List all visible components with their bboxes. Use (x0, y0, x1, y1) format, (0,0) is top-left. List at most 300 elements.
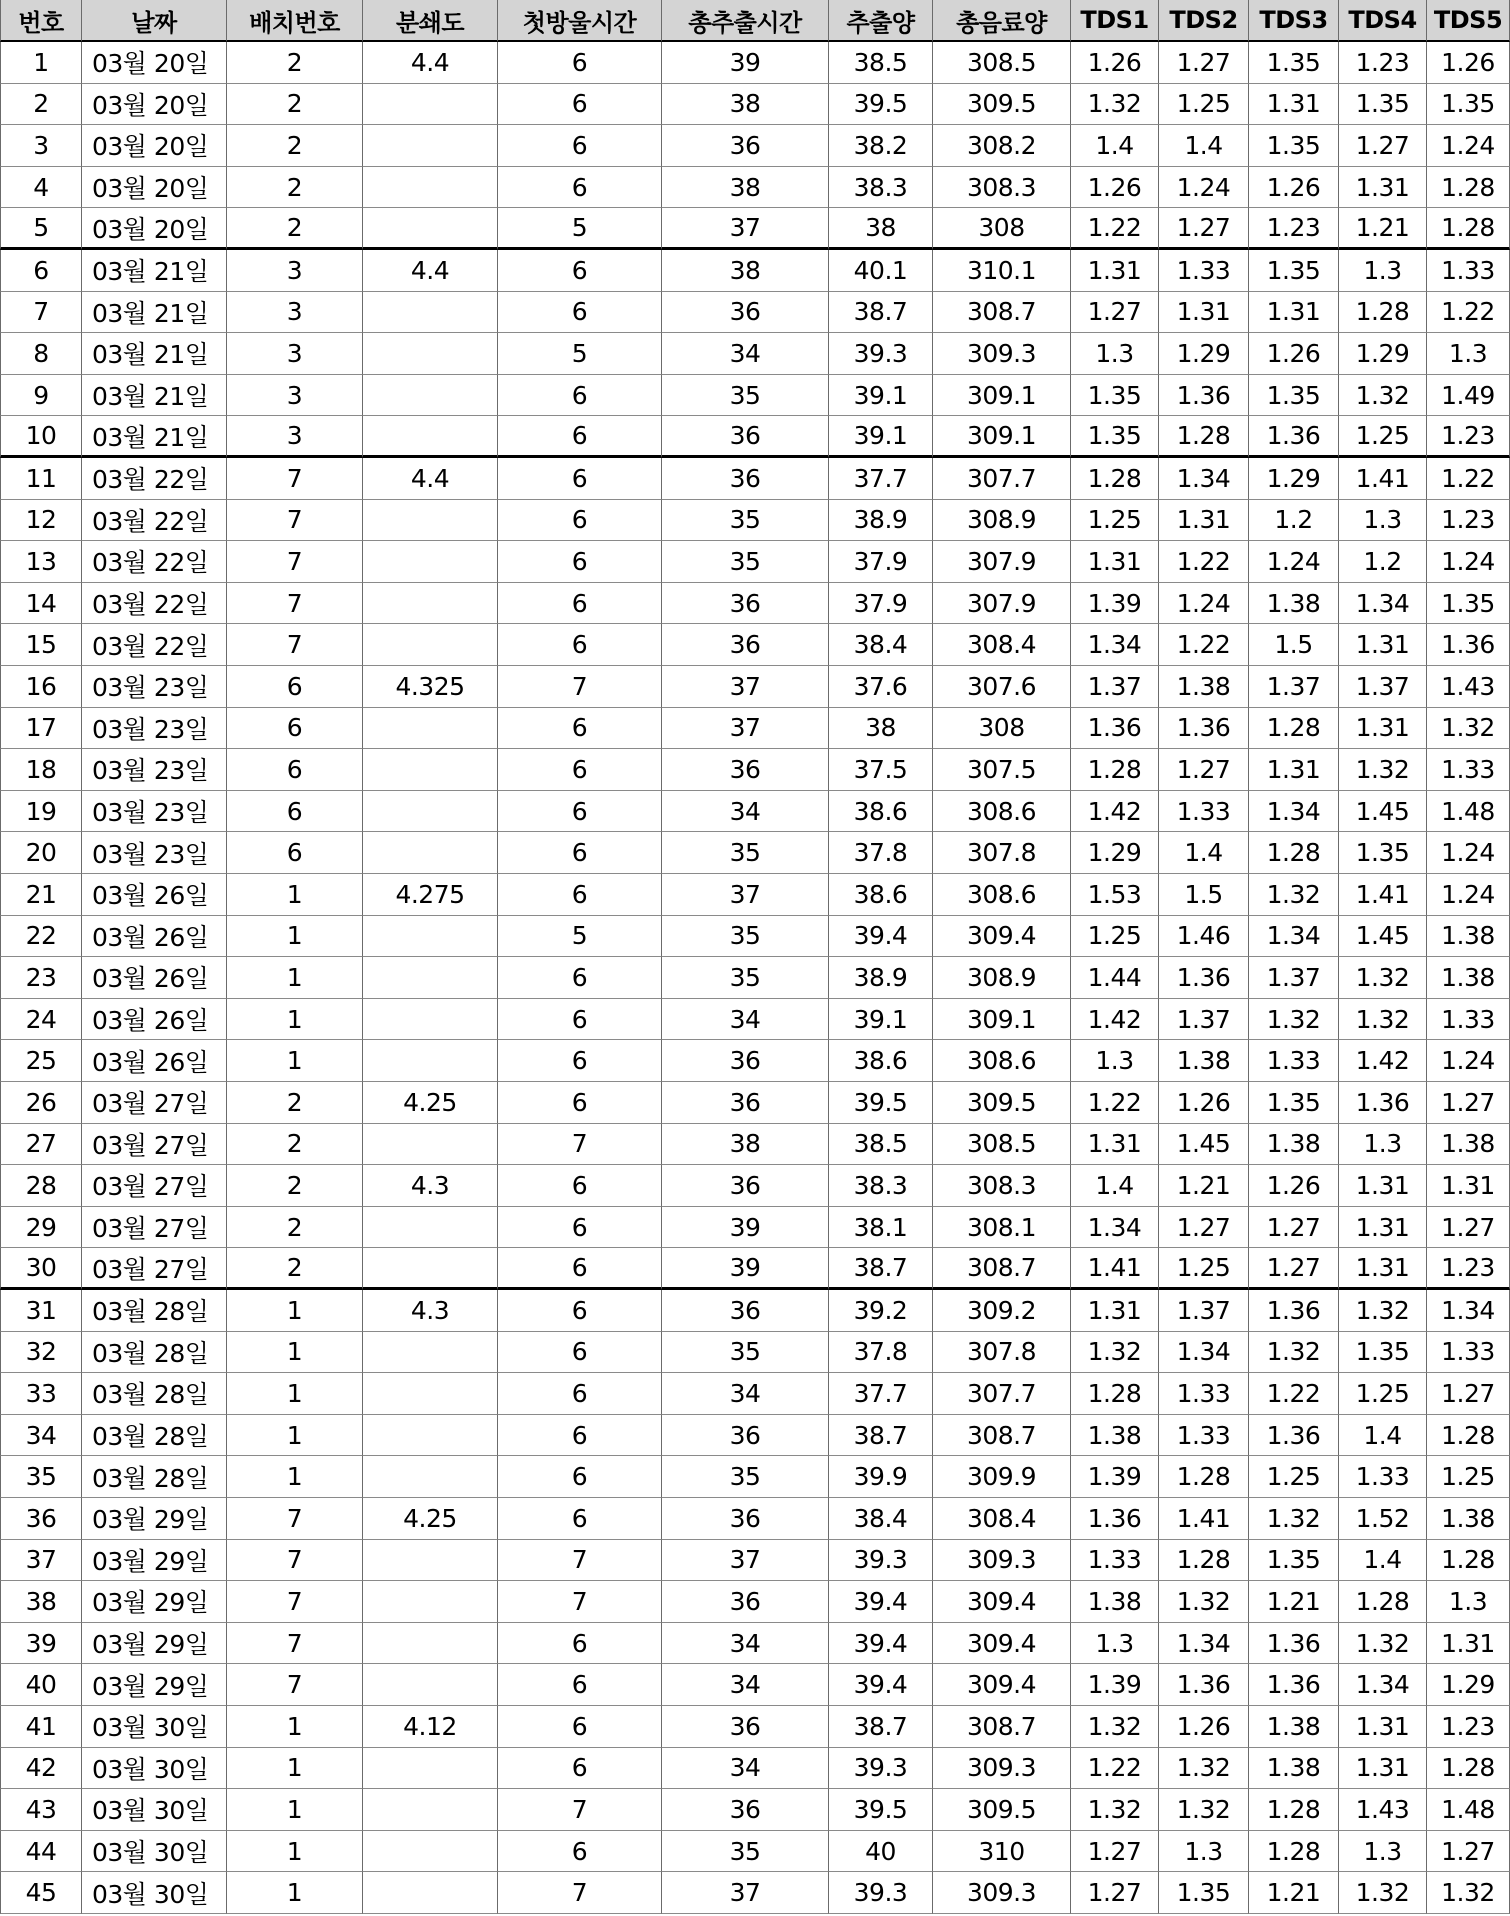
cell-tds4: 1.35 (1339, 84, 1427, 126)
table-row (0, 1789, 1510, 1831)
cell-tds2: 1.27 (1159, 42, 1249, 84)
cell-date: 03월 29일 (82, 1540, 227, 1582)
cell-tds3: 1.21 (1249, 1581, 1339, 1623)
cell-tds2: 1.22 (1159, 541, 1249, 583)
table-row (0, 1373, 1510, 1415)
cell-tds1: 1.42 (1071, 999, 1159, 1041)
cell-first-drop-time: 6 (498, 1623, 662, 1665)
cell-total-beverage: 308.9 (933, 500, 1071, 542)
cell-tds5: 1.22 (1427, 292, 1510, 334)
cell-total-beverage: 309.4 (933, 1664, 1071, 1706)
cell-tds4: 1.32 (1339, 999, 1427, 1041)
cell-tds5: 1.26 (1427, 42, 1510, 84)
cell-no: 25 (0, 1040, 82, 1082)
cell-tds1: 1.32 (1071, 84, 1159, 126)
cell-total-extract-time: 36 (662, 292, 829, 334)
cell-extract-amount: 39.4 (829, 1623, 933, 1665)
cell-tds4: 1.31 (1339, 1248, 1427, 1290)
cell-date: 03월 27일 (82, 1124, 227, 1166)
cell-grind: 4.12 (363, 1706, 498, 1748)
cell-total-beverage: 309.1 (933, 999, 1071, 1041)
cell-first-drop-time: 6 (498, 749, 662, 791)
cell-no: 33 (0, 1373, 82, 1415)
cell-first-drop-time: 6 (498, 1040, 662, 1082)
cell-tds4: 1.32 (1339, 1872, 1427, 1914)
cell-date: 03월 27일 (82, 1248, 227, 1290)
cell-tds4: 1.45 (1339, 791, 1427, 833)
cell-tds2: 1.28 (1159, 1456, 1249, 1498)
cell-grind (363, 916, 498, 958)
cell-date: 03월 28일 (82, 1456, 227, 1498)
cell-no: 2 (0, 84, 82, 126)
cell-extract-amount: 38.1 (829, 1207, 933, 1249)
cell-tds1: 1.31 (1071, 1290, 1159, 1332)
cell-batch: 1 (227, 957, 363, 999)
cell-batch: 2 (227, 1207, 363, 1249)
cell-total-extract-time: 36 (662, 1498, 829, 1540)
cell-no: 14 (0, 583, 82, 625)
cell-grind (363, 375, 498, 417)
cell-first-drop-time: 6 (498, 125, 662, 167)
cell-grind (363, 583, 498, 625)
cell-total-beverage: 308.6 (933, 874, 1071, 916)
table-row (0, 874, 1510, 916)
cell-tds5: 1.23 (1427, 500, 1510, 542)
cell-tds3: 1.32 (1249, 1332, 1339, 1374)
cell-tds1: 1.31 (1071, 541, 1159, 583)
cell-first-drop-time: 6 (498, 791, 662, 833)
cell-tds2: 1.33 (1159, 791, 1249, 833)
cell-batch: 7 (227, 583, 363, 625)
cell-grind (363, 1373, 498, 1415)
cell-first-drop-time: 7 (498, 1872, 662, 1914)
cell-tds3: 1.38 (1249, 1706, 1339, 1748)
cell-tds5: 1.32 (1427, 708, 1510, 750)
cell-tds2: 1.22 (1159, 624, 1249, 666)
cell-total-beverage: 308.6 (933, 791, 1071, 833)
table-row (0, 500, 1510, 542)
cell-extract-amount: 38.4 (829, 1498, 933, 1540)
cell-no: 12 (0, 500, 82, 542)
cell-total-beverage: 309.4 (933, 1623, 1071, 1665)
cell-total-extract-time: 35 (662, 832, 829, 874)
cell-date: 03월 23일 (82, 749, 227, 791)
cell-tds1: 1.4 (1071, 125, 1159, 167)
column-header-tds2: TDS2 (1159, 0, 1249, 42)
cell-grind: 4.4 (363, 458, 498, 500)
cell-extract-amount: 39.3 (829, 333, 933, 375)
cell-tds2: 1.36 (1159, 375, 1249, 417)
cell-date: 03월 28일 (82, 1373, 227, 1415)
cell-no: 42 (0, 1748, 82, 1790)
cell-grind (363, 957, 498, 999)
cell-no: 34 (0, 1415, 82, 1457)
cell-date: 03월 28일 (82, 1290, 227, 1332)
cell-no: 27 (0, 1124, 82, 1166)
cell-tds1: 1.38 (1071, 1581, 1159, 1623)
cell-batch: 6 (227, 832, 363, 874)
cell-total-extract-time: 37 (662, 1872, 829, 1914)
cell-batch: 7 (227, 500, 363, 542)
cell-tds4: 1.35 (1339, 1332, 1427, 1374)
cell-tds4: 1.31 (1339, 1207, 1427, 1249)
cell-tds3: 1.27 (1249, 1248, 1339, 1290)
table-row (0, 708, 1510, 750)
cell-grind (363, 500, 498, 542)
cell-first-drop-time: 6 (498, 832, 662, 874)
cell-tds1: 1.28 (1071, 749, 1159, 791)
column-header-date: 날짜 (82, 0, 227, 42)
cell-tds1: 1.22 (1071, 1748, 1159, 1790)
cell-tds4: 1.32 (1339, 957, 1427, 999)
cell-total-beverage: 307.5 (933, 749, 1071, 791)
table-row (0, 1332, 1510, 1374)
cell-tds3: 1.26 (1249, 167, 1339, 209)
table-row (0, 1623, 1510, 1665)
table-row (0, 1456, 1510, 1498)
cell-no: 23 (0, 957, 82, 999)
column-header-batch: 배치번호 (227, 0, 363, 42)
cell-grind: 4.25 (363, 1082, 498, 1124)
table-row (0, 42, 1510, 84)
cell-first-drop-time: 7 (498, 1124, 662, 1166)
cell-no: 4 (0, 167, 82, 209)
cell-tds3: 1.27 (1249, 1207, 1339, 1249)
cell-tds1: 1.3 (1071, 1040, 1159, 1082)
cell-tds5: 1.24 (1427, 1040, 1510, 1082)
cell-tds2: 1.33 (1159, 1373, 1249, 1415)
cell-grind (363, 1748, 498, 1790)
table-row (0, 1664, 1510, 1706)
cell-total-beverage: 310.1 (933, 250, 1071, 292)
cell-total-extract-time: 35 (662, 1456, 829, 1498)
cell-extract-amount: 37.8 (829, 832, 933, 874)
cell-tds3: 1.29 (1249, 458, 1339, 500)
cell-tds2: 1.4 (1159, 832, 1249, 874)
cell-tds1: 1.26 (1071, 167, 1159, 209)
cell-tds5: 1.36 (1427, 624, 1510, 666)
cell-tds2: 1.33 (1159, 1415, 1249, 1457)
cell-grind: 4.25 (363, 1498, 498, 1540)
table-row (0, 1165, 1510, 1207)
cell-tds4: 1.31 (1339, 1706, 1427, 1748)
cell-tds1: 1.28 (1071, 1373, 1159, 1415)
cell-no: 24 (0, 999, 82, 1041)
cell-tds5: 1.23 (1427, 416, 1510, 458)
cell-total-beverage: 308.7 (933, 1415, 1071, 1457)
cell-no: 44 (0, 1831, 82, 1873)
cell-no: 28 (0, 1165, 82, 1207)
cell-grind (363, 1124, 498, 1166)
cell-date: 03월 26일 (82, 999, 227, 1041)
cell-batch: 2 (227, 84, 363, 126)
cell-grind (363, 1040, 498, 1082)
cell-tds5: 1.24 (1427, 541, 1510, 583)
cell-date: 03월 23일 (82, 708, 227, 750)
cell-tds5: 1.38 (1427, 1124, 1510, 1166)
cell-extract-amount: 38.3 (829, 1165, 933, 1207)
cell-batch: 7 (227, 541, 363, 583)
cell-tds3: 1.35 (1249, 375, 1339, 417)
cell-batch: 1 (227, 1831, 363, 1873)
cell-grind (363, 832, 498, 874)
cell-date: 03월 26일 (82, 874, 227, 916)
table-row (0, 957, 1510, 999)
cell-first-drop-time: 6 (498, 1248, 662, 1290)
cell-date: 03월 26일 (82, 916, 227, 958)
table-row (0, 1415, 1510, 1457)
cell-tds4: 1.3 (1339, 1124, 1427, 1166)
column-header-total-beverage: 총음료양 (933, 0, 1071, 42)
cell-tds4: 1.21 (1339, 208, 1427, 250)
cell-grind (363, 1789, 498, 1831)
cell-first-drop-time: 5 (498, 208, 662, 250)
cell-total-extract-time: 39 (662, 1248, 829, 1290)
cell-first-drop-time: 7 (498, 1581, 662, 1623)
cell-tds1: 1.53 (1071, 874, 1159, 916)
cell-first-drop-time: 6 (498, 541, 662, 583)
cell-batch: 7 (227, 1623, 363, 1665)
cell-tds3: 1.33 (1249, 1040, 1339, 1082)
cell-tds5: 1.28 (1427, 1748, 1510, 1790)
cell-tds3: 1.31 (1249, 84, 1339, 126)
cell-tds1: 1.22 (1071, 1082, 1159, 1124)
cell-no: 17 (0, 708, 82, 750)
table-row (0, 1124, 1510, 1166)
cell-extract-amount: 38.6 (829, 874, 933, 916)
cell-tds5: 1.33 (1427, 999, 1510, 1041)
cell-tds4: 1.31 (1339, 167, 1427, 209)
cell-tds4: 1.45 (1339, 916, 1427, 958)
cell-tds5: 1.31 (1427, 1165, 1510, 1207)
cell-total-beverage: 309.5 (933, 1789, 1071, 1831)
cell-tds1: 1.44 (1071, 957, 1159, 999)
cell-tds3: 1.28 (1249, 1789, 1339, 1831)
cell-tds3: 1.2 (1249, 500, 1339, 542)
cell-tds5: 1.3 (1427, 333, 1510, 375)
cell-first-drop-time: 6 (498, 957, 662, 999)
cell-batch: 1 (227, 916, 363, 958)
table-row (0, 541, 1510, 583)
cell-tds1: 1.38 (1071, 1415, 1159, 1457)
cell-tds3: 1.31 (1249, 292, 1339, 334)
cell-no: 1 (0, 42, 82, 84)
cell-grind: 4.3 (363, 1290, 498, 1332)
cell-tds2: 1.32 (1159, 1748, 1249, 1790)
cell-total-beverage: 307.7 (933, 458, 1071, 500)
cell-total-beverage: 307.9 (933, 583, 1071, 625)
cell-no: 26 (0, 1082, 82, 1124)
cell-extract-amount: 40 (829, 1831, 933, 1873)
table-row (0, 208, 1510, 250)
cell-first-drop-time: 6 (498, 42, 662, 84)
cell-tds5: 1.22 (1427, 458, 1510, 500)
cell-batch: 2 (227, 1165, 363, 1207)
cell-batch: 2 (227, 42, 363, 84)
cell-total-extract-time: 36 (662, 1789, 829, 1831)
cell-tds2: 1.33 (1159, 250, 1249, 292)
cell-extract-amount: 37.6 (829, 666, 933, 708)
cell-total-beverage: 307.6 (933, 666, 1071, 708)
cell-first-drop-time: 6 (498, 1748, 662, 1790)
cell-date: 03월 20일 (82, 42, 227, 84)
cell-tds3: 1.31 (1249, 749, 1339, 791)
cell-first-drop-time: 6 (498, 292, 662, 334)
cell-total-beverage: 308 (933, 708, 1071, 750)
cell-no: 7 (0, 292, 82, 334)
cell-tds2: 1.3 (1159, 1831, 1249, 1873)
cell-extract-amount: 37.8 (829, 1332, 933, 1374)
cell-tds3: 1.23 (1249, 208, 1339, 250)
cell-first-drop-time: 6 (498, 500, 662, 542)
cell-extract-amount: 37.9 (829, 541, 933, 583)
cell-tds5: 1.33 (1427, 250, 1510, 292)
cell-total-extract-time: 34 (662, 999, 829, 1041)
cell-date: 03월 23일 (82, 666, 227, 708)
cell-first-drop-time: 6 (498, 84, 662, 126)
cell-tds4: 1.29 (1339, 333, 1427, 375)
cell-date: 03월 22일 (82, 500, 227, 542)
cell-batch: 6 (227, 749, 363, 791)
cell-tds3: 1.36 (1249, 1664, 1339, 1706)
cell-tds1: 1.27 (1071, 292, 1159, 334)
cell-tds3: 1.36 (1249, 1290, 1339, 1332)
cell-tds5: 1.24 (1427, 874, 1510, 916)
cell-tds2: 1.29 (1159, 333, 1249, 375)
cell-grind: 4.275 (363, 874, 498, 916)
cell-no: 13 (0, 541, 82, 583)
cell-extract-amount: 39.4 (829, 916, 933, 958)
cell-no: 18 (0, 749, 82, 791)
cell-tds5: 1.48 (1427, 791, 1510, 833)
cell-batch: 1 (227, 1332, 363, 1374)
cell-tds5: 1.28 (1427, 208, 1510, 250)
cell-tds5: 1.34 (1427, 1290, 1510, 1332)
cell-total-beverage: 307.9 (933, 541, 1071, 583)
cell-tds2: 1.26 (1159, 1706, 1249, 1748)
cell-total-extract-time: 34 (662, 333, 829, 375)
table-row (0, 749, 1510, 791)
cell-total-extract-time: 36 (662, 749, 829, 791)
cell-no: 8 (0, 333, 82, 375)
cell-date: 03월 29일 (82, 1664, 227, 1706)
cell-extract-amount: 39.1 (829, 416, 933, 458)
header-row (0, 0, 1510, 42)
cell-total-beverage: 309.2 (933, 1290, 1071, 1332)
cell-tds2: 1.37 (1159, 999, 1249, 1041)
cell-extract-amount: 39.3 (829, 1748, 933, 1790)
cell-tds1: 1.39 (1071, 583, 1159, 625)
cell-date: 03월 22일 (82, 583, 227, 625)
cell-total-extract-time: 36 (662, 1706, 829, 1748)
cell-total-extract-time: 38 (662, 167, 829, 209)
cell-tds4: 1.4 (1339, 1540, 1427, 1582)
cell-grind (363, 84, 498, 126)
cell-tds4: 1.31 (1339, 1165, 1427, 1207)
cell-grind: 4.3 (363, 1165, 498, 1207)
cell-date: 03월 22일 (82, 541, 227, 583)
cell-grind (363, 1872, 498, 1914)
cell-tds4: 1.28 (1339, 292, 1427, 334)
cell-total-extract-time: 38 (662, 84, 829, 126)
cell-grind (363, 1415, 498, 1457)
cell-tds1: 1.35 (1071, 416, 1159, 458)
table-row (0, 1748, 1510, 1790)
cell-tds5: 1.31 (1427, 1623, 1510, 1665)
cell-date: 03월 29일 (82, 1581, 227, 1623)
cell-extract-amount: 38 (829, 708, 933, 750)
cell-total-beverage: 308.4 (933, 1498, 1071, 1540)
cell-date: 03월 30일 (82, 1831, 227, 1873)
cell-total-extract-time: 34 (662, 1623, 829, 1665)
cell-extract-amount: 39.1 (829, 999, 933, 1041)
cell-tds1: 1.4 (1071, 1165, 1159, 1207)
cell-tds4: 1.28 (1339, 1581, 1427, 1623)
cell-grind: 4.4 (363, 42, 498, 84)
cell-tds1: 1.31 (1071, 250, 1159, 292)
cell-tds2: 1.36 (1159, 708, 1249, 750)
cell-tds5: 1.49 (1427, 375, 1510, 417)
cell-total-extract-time: 36 (662, 1040, 829, 1082)
cell-tds4: 1.3 (1339, 250, 1427, 292)
cell-no: 15 (0, 624, 82, 666)
cell-tds5: 1.43 (1427, 666, 1510, 708)
cell-batch: 7 (227, 1498, 363, 1540)
cell-extract-amount: 38.7 (829, 1415, 933, 1457)
cell-tds5: 1.29 (1427, 1664, 1510, 1706)
cell-tds2: 1.32 (1159, 1581, 1249, 1623)
cell-tds4: 1.25 (1339, 416, 1427, 458)
cell-tds3: 1.38 (1249, 583, 1339, 625)
cell-total-beverage: 308.5 (933, 42, 1071, 84)
table-row (0, 333, 1510, 375)
cell-total-beverage: 307.8 (933, 1332, 1071, 1374)
cell-total-extract-time: 36 (662, 1082, 829, 1124)
cell-tds2: 1.27 (1159, 1207, 1249, 1249)
cell-no: 31 (0, 1290, 82, 1332)
table-row (0, 250, 1510, 292)
cell-tds3: 1.38 (1249, 1748, 1339, 1790)
cell-tds5: 1.27 (1427, 1831, 1510, 1873)
cell-extract-amount: 39.3 (829, 1540, 933, 1582)
cell-date: 03월 20일 (82, 167, 227, 209)
cell-tds2: 1.34 (1159, 458, 1249, 500)
cell-total-beverage: 308.7 (933, 1248, 1071, 1290)
cell-batch: 7 (227, 1664, 363, 1706)
cell-tds3: 1.26 (1249, 333, 1339, 375)
cell-total-beverage: 308.2 (933, 125, 1071, 167)
cell-tds2: 1.38 (1159, 666, 1249, 708)
cell-tds3: 1.5 (1249, 624, 1339, 666)
cell-tds3: 1.35 (1249, 1082, 1339, 1124)
cell-first-drop-time: 6 (498, 874, 662, 916)
cell-first-drop-time: 6 (498, 583, 662, 625)
cell-extract-amount: 38.9 (829, 500, 933, 542)
cell-tds1: 1.3 (1071, 333, 1159, 375)
cell-total-extract-time: 37 (662, 708, 829, 750)
cell-total-extract-time: 34 (662, 1664, 829, 1706)
cell-grind (363, 1664, 498, 1706)
cell-tds2: 1.27 (1159, 749, 1249, 791)
cell-tds1: 1.36 (1071, 708, 1159, 750)
cell-tds5: 1.38 (1427, 916, 1510, 958)
cell-total-beverage: 308.7 (933, 292, 1071, 334)
cell-total-beverage: 309.9 (933, 1456, 1071, 1498)
cell-tds3: 1.35 (1249, 42, 1339, 84)
cell-batch: 1 (227, 999, 363, 1041)
cell-total-extract-time: 34 (662, 791, 829, 833)
cell-tds4: 1.34 (1339, 1664, 1427, 1706)
